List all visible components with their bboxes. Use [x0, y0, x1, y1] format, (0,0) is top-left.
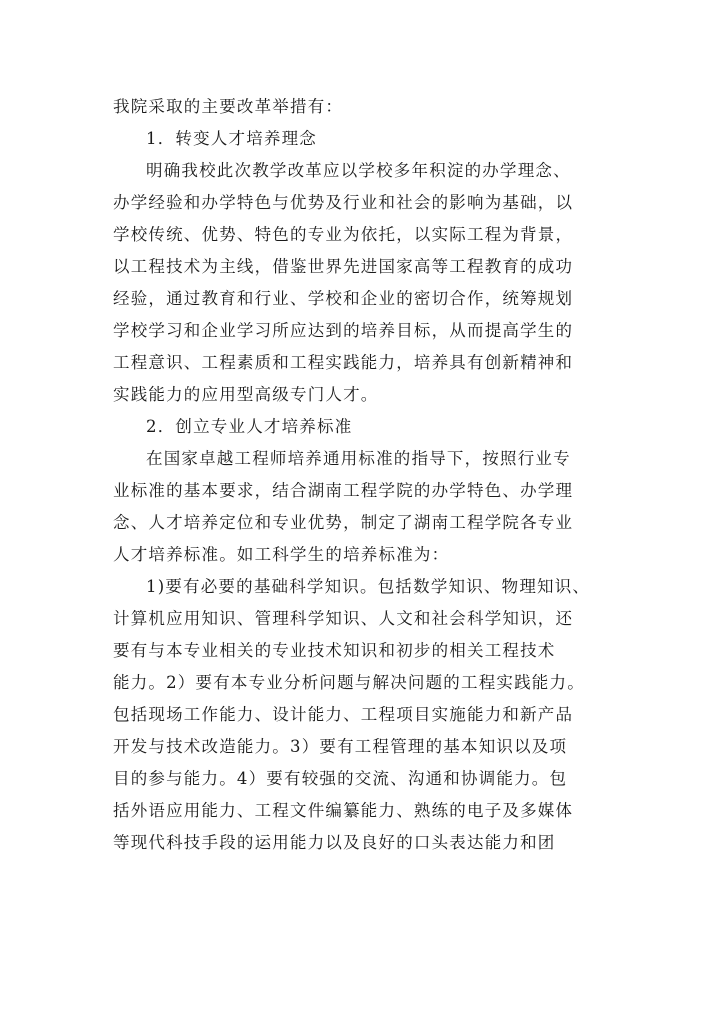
text-line: 学校学习和企业学习所应达到的培养目标，从而提高学生的: [113, 321, 574, 340]
text-line: 办学经验和办学特色与优势及行业和社会的影响为基础，以: [113, 193, 574, 212]
text-line: 括外语应用能力、工程文件编纂能力、熟练的电子及多媒体: [113, 801, 574, 820]
text-line: 等现代科技手段的运用能力以及良好的口头表达能力和团: [113, 833, 556, 852]
text-line: 实践能力的应用型高级专门人才。: [113, 385, 379, 404]
text-line: 在国家卓越工程师培养通用标准的指导下，按照行业专: [146, 449, 571, 468]
text-line: 要有与本专业相关的专业技术知识和初步的相关工程技术: [113, 641, 556, 660]
text-line: 人才培养标准。如工科学生的培养标准为：: [113, 545, 450, 564]
text-line: 业标准的基本要求，结合湖南工程学院的办学特色、办学理: [113, 481, 574, 500]
document-body: [113, 91, 625, 859]
text-line: 念、人才培养定位和专业优势，制定了湖南工程学院各专业: [113, 513, 574, 532]
text-line: 开发与技术改造能力。3）要有工程管理的基本知识以及项: [113, 737, 568, 756]
text-line: 我院采取的主要改革举措有：: [113, 97, 344, 116]
text-line: 能力。2）要有本专业分析问题与解决问题的工程实践能力。: [113, 673, 585, 692]
text-line: 计算机应用知识、管理科学知识、人文和社会科学知识，还: [113, 609, 574, 628]
section-heading: 1．转变人才培养理念: [146, 129, 317, 148]
section-heading: 2．创立专业人才培养标准: [146, 417, 353, 436]
text-line: 1)要有必要的基础科学知识。包括数学知识、物理知识、: [146, 577, 591, 596]
text-line: 目的参与能力。4）要有较强的交流、沟通和协调能力。包: [113, 769, 568, 788]
text-line: 学校传统、优势、特色的专业为依托，以实际工程为背景，: [113, 225, 574, 244]
text-line: 明确我校此次教学改革应以学校多年积淀的办学理念、: [146, 161, 571, 180]
text-line: 经验，通过教育和行业、学校和企业的密切合作，统筹规划: [113, 289, 574, 308]
text-line: 包括现场工作能力、设计能力、工程项目实施能力和新产品: [113, 705, 574, 724]
text-line: 以工程技术为主线，借鉴世界先进国家高等工程教育的成功: [113, 257, 574, 276]
text-line: 工程意识、工程素质和工程实践能力，培养具有创新精神和: [113, 353, 574, 372]
